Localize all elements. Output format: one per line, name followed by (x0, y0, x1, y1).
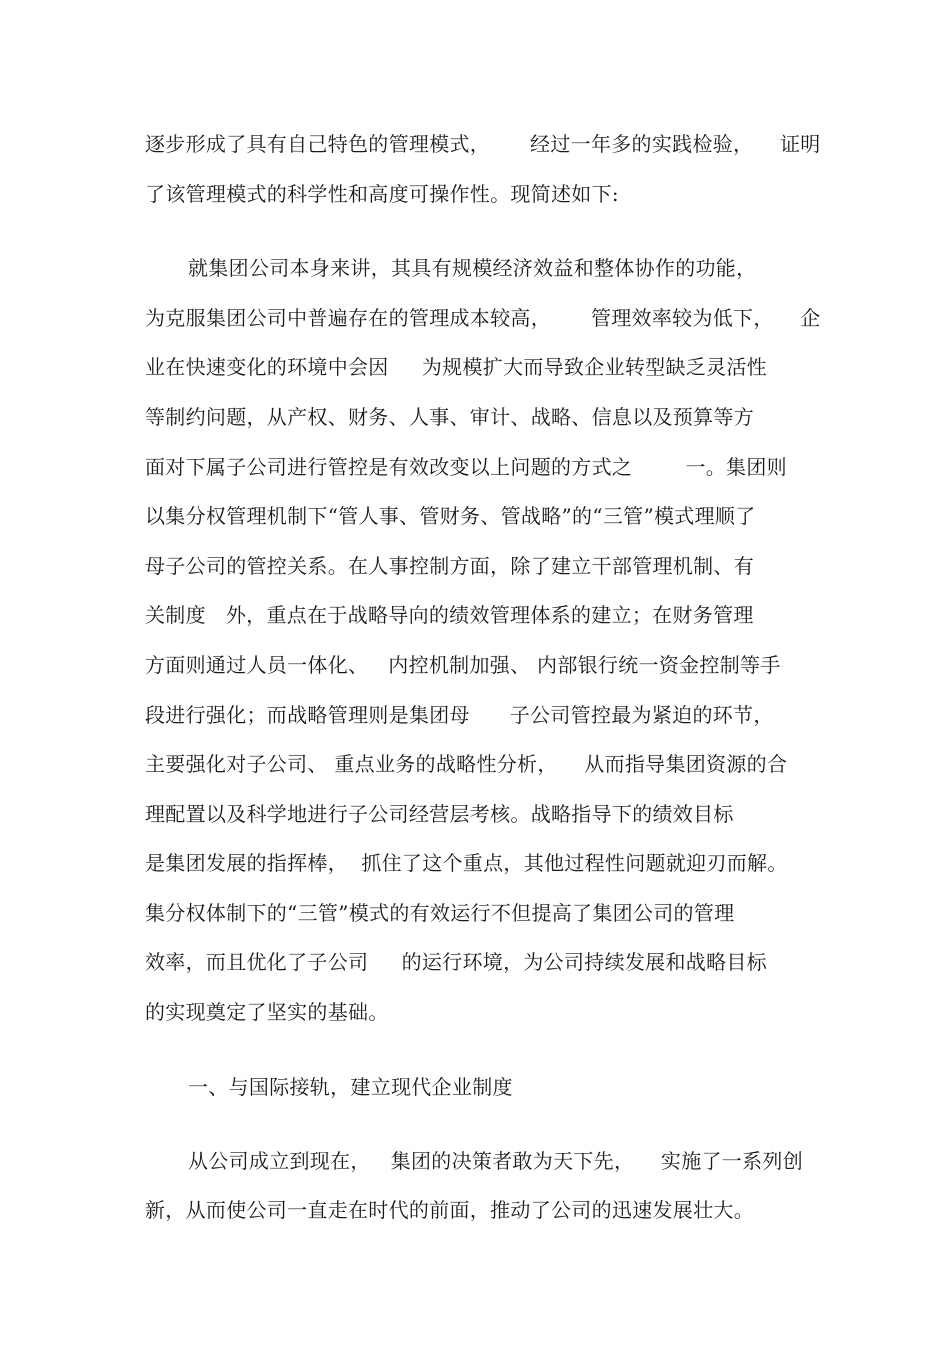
text-line: 了该管理模式的科学性和高度可操作性。现简述如下: (145, 182, 619, 206)
text-line: 方面则通过人员一体化、 内控机制加强、 内部银行统一资金控制等手 (145, 653, 781, 677)
text-line: 主要强化对子公司、 重点业务的战略性分析， 从而指导集团资源的合 (145, 752, 788, 776)
text-line: 效率，而且优化了子公司 的运行环境，为公司持续发展和战略目标 (145, 950, 767, 974)
text-line: 从公司成立到现在， 集团的决策者敢为天下先， 实施了一系列创 (188, 1149, 804, 1173)
section-heading: 一、与国际接轨，建立现代企业制度 (188, 1075, 513, 1099)
text-line: 新，从而使公司一直走在时代的前面，推动了公司的迅速发展壮大。 (145, 1198, 754, 1222)
text-line: 理配置以及科学地进行子公司经营层考核。战略指导下的绩效目标 (145, 802, 734, 826)
text-line: 面对下属子公司进行管控是有效改变以上问题的方式之 一。集团则 (145, 455, 787, 479)
text-line: 集分权体制下的“三管”模式的有效运行不但提高了集团公司的管理 (145, 901, 735, 925)
text-line: 段进行强化；而战略管理则是集团母 子公司管控最为紧迫的环节， (145, 703, 774, 727)
text-line: 是集团发展的指挥棒， 抓住了这个重点，其他过程性问题就迎刃而解。 (145, 851, 788, 875)
text-line: 的实现奠定了坚实的基础。 (145, 1000, 389, 1024)
text-line: 关制度 外，重点在于战略导向的绩效管理体系的建立；在财务管理 (145, 603, 754, 627)
text-line: 以集分权管理机制下“管人事、管财务、管战略”的“三管”模式理顺了 (145, 504, 756, 528)
text-line: 逐步形成了具有自己特色的管理模式， 经过一年多的实践检验， 证明 (145, 132, 821, 156)
text-line: 等制约问题，从产权、财务、人事、审计、战略、信息以及预算等方 (145, 405, 754, 429)
text-line: 业在快速变化的环境中会因 为规模扩大而导致企业转型缺乏灵活性 (145, 355, 767, 379)
text-line: 就集团公司本身来讲，其具有规模经济效益和整体协作的功能， (188, 256, 757, 280)
text-line: 为克服集团公司中普遍存在的管理成本较高， 管理效率较为低下， 企 (145, 306, 821, 330)
text-line: 母子公司的管控关系。在人事控制方面，除了建立干部管理机制、有 (145, 554, 754, 578)
